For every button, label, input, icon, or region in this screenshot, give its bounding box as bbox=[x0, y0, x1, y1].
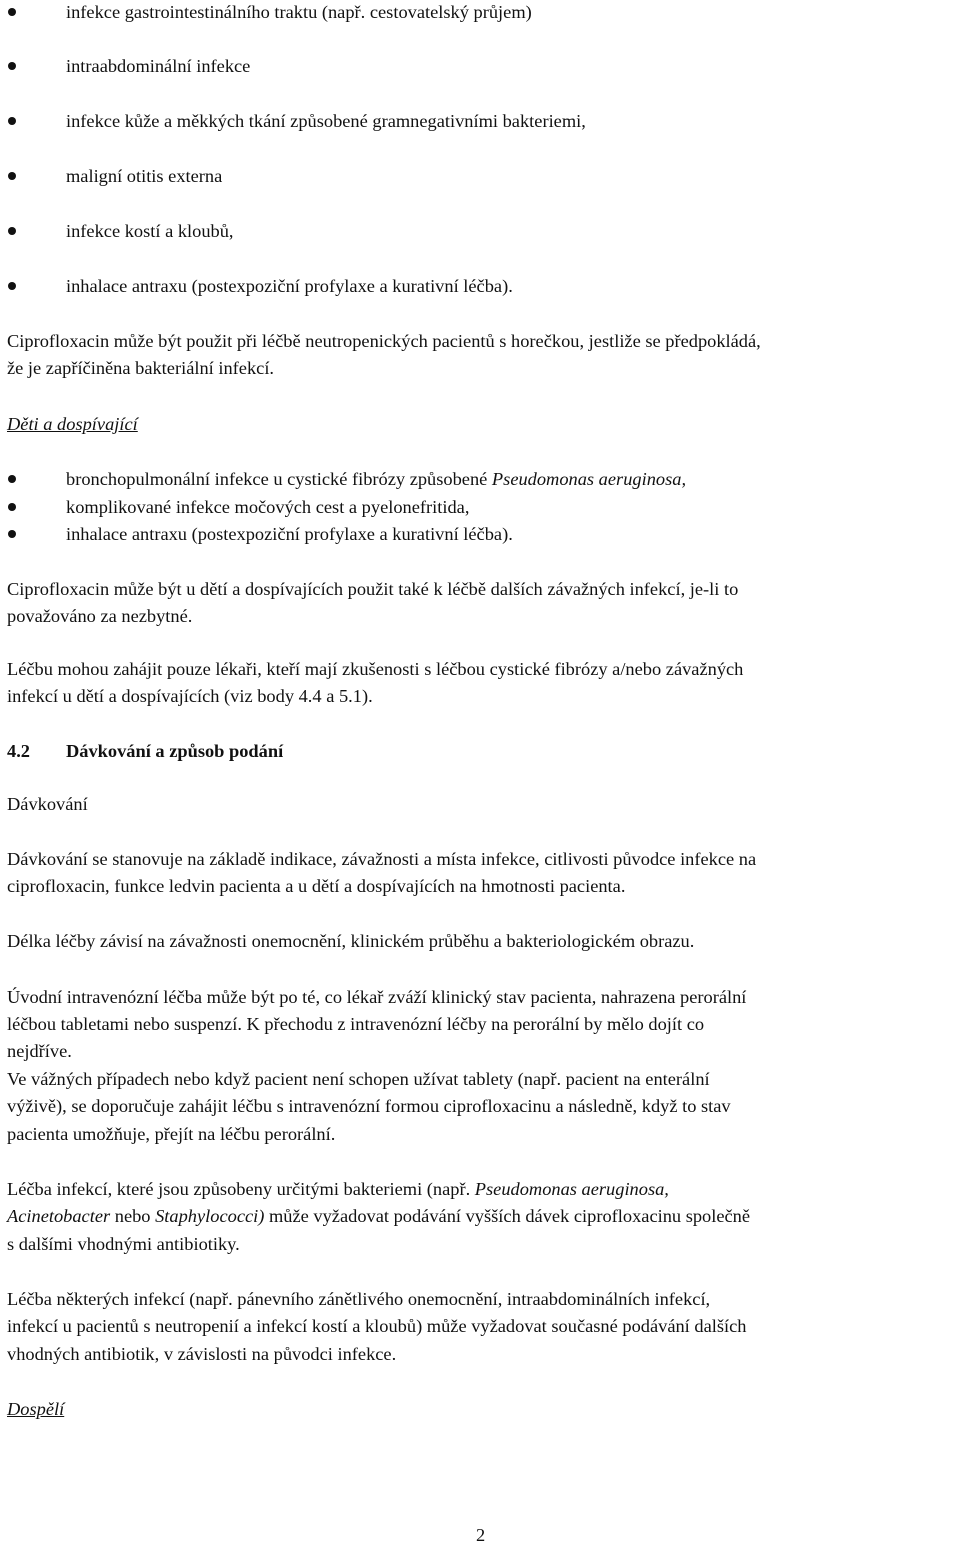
section-heading-children: Děti a dospívající bbox=[7, 414, 138, 434]
list-item: intraabdominální infekce bbox=[66, 56, 251, 76]
bullet-icon bbox=[8, 8, 16, 16]
bullet-icon bbox=[8, 227, 16, 235]
subheading-dosage: Dávkování bbox=[7, 794, 88, 814]
section-number: 4.2 bbox=[7, 741, 30, 761]
italic-run: Acinetobacter bbox=[7, 1206, 111, 1226]
bullet-icon bbox=[8, 503, 16, 511]
bullet-icon bbox=[8, 172, 16, 180]
paragraph-line: Délka léčby závisí na závažnosti onemocnění, klinickém průběhu a bakteriologickém obrazu. bbox=[7, 931, 695, 951]
paragraph-line: s dalšími vhodnými antibiotiky. bbox=[7, 1234, 240, 1254]
paragraph-line: Ciprofloxacin může být u dětí a dospívajících použit také k léčbě dalších závažných infekcí, je-li to bbox=[7, 579, 739, 599]
paragraph-line: Ve vážných případech nebo když pacient není schopen užívat tablety (např. pacient na enterální bbox=[7, 1069, 710, 1089]
paragraph-line: že je zapříčiněna bakteriální infekcí. bbox=[7, 358, 275, 378]
list-item: infekce kůže a měkkých tkání způsobené gramnegativními bakteriemi, bbox=[66, 111, 586, 131]
section-heading-adults: Dospělí bbox=[7, 1399, 65, 1419]
paragraph-line: infekcí u dětí a dospívajících (viz body 4.4 a 5.1). bbox=[7, 686, 373, 706]
paragraph-line: Dávkování se stanovuje na základě indikace, závažnosti a místa infekce, citlivosti původce infekce na bbox=[7, 849, 757, 869]
bullet-icon bbox=[8, 475, 16, 483]
list-item: infekce kostí a kloubů, bbox=[66, 221, 234, 241]
paragraph-line: Léčba některých infekcí (např. pánevního zánětlivého onemocnění, intraabdominálních infekcí, bbox=[7, 1289, 711, 1309]
paragraph-line bbox=[7, 1205, 750, 1227]
bullet-icon bbox=[8, 530, 16, 538]
text-run: nebo bbox=[110, 1206, 156, 1226]
paragraph-line: výživě), se doporučuje zahájit léčbu s intravenózní formou ciprofloxacinu a následně, když to stav bbox=[7, 1096, 731, 1116]
paragraph-line: vhodných antibiotik, v závislosti na původci infekce. bbox=[7, 1344, 397, 1364]
italic-run: Pseudomonas aeruginosa, bbox=[474, 1179, 669, 1199]
paragraph-line: ciprofloxacin, funkce ledvin pacienta a u dětí a dospívajících na hmotnosti pacienta. bbox=[7, 876, 626, 896]
paragraph-line: nejdříve. bbox=[7, 1041, 72, 1061]
paragraph-line: Úvodní intravenózní léčba může být po té, co lékař zváží klinický stav pacienta, nahrazena perorální bbox=[7, 987, 747, 1007]
paragraph-line bbox=[7, 1178, 669, 1200]
list-item: inhalace antraxu (postexpoziční profylaxe a kurativní léčba). bbox=[66, 276, 513, 296]
text-run: Léčba infekcí, které jsou způsobeny určitými bakteriemi (např. bbox=[7, 1179, 475, 1199]
paragraph-line: Ciprofloxacin může být použit při léčbě neutropenických pacientů s horečkou, jestliže se předpokládá, bbox=[7, 331, 761, 351]
paragraph-line: Léčbu mohou zahájit pouze lékaři, kteří mají zkušenosti s léčbou cystické fibrózy a/nebo závažných bbox=[7, 659, 744, 679]
italic-run: Staphylococci) bbox=[155, 1206, 265, 1226]
list-item bbox=[66, 468, 686, 490]
paragraph-line: léčbou tabletami nebo suspenzí. K přechodu z intravenózní léčby na perorální by mělo dojít co bbox=[7, 1014, 705, 1034]
page-number: 2 bbox=[476, 1525, 486, 1545]
list-item-italic: Pseudomonas aeruginosa, bbox=[491, 469, 687, 489]
paragraph-line: infekcí u pacientů s neutropenií a infekcí kostí a kloubů) může vyžadovat současné podávání dalších bbox=[7, 1316, 747, 1336]
bullet-icon bbox=[8, 62, 16, 70]
list-item: inhalace antraxu (postexpoziční profylaxe a kurativní léčba). bbox=[66, 524, 513, 544]
bullet-icon bbox=[8, 282, 16, 290]
section-title: Dávkování a způsob podání bbox=[66, 741, 284, 761]
list-item-text: bronchopulmonální infekce u cystické fibrózy způsobené bbox=[66, 469, 492, 489]
text-run: může vyžadovat podávání vyšších dávek ciprofloxacinu společně bbox=[264, 1206, 751, 1226]
paragraph-line: považováno za nezbytné. bbox=[7, 606, 193, 626]
paragraph-line: pacienta umožňuje, přejít na léčbu perorální. bbox=[7, 1124, 336, 1144]
list-item: komplikované infekce močových cest a pyelonefritida, bbox=[66, 497, 470, 517]
bullet-icon bbox=[8, 117, 16, 125]
list-item: infekce gastrointestinálního traktu (např. cestovatelský průjem) bbox=[66, 2, 532, 22]
list-item: maligní otitis externa bbox=[66, 166, 223, 186]
